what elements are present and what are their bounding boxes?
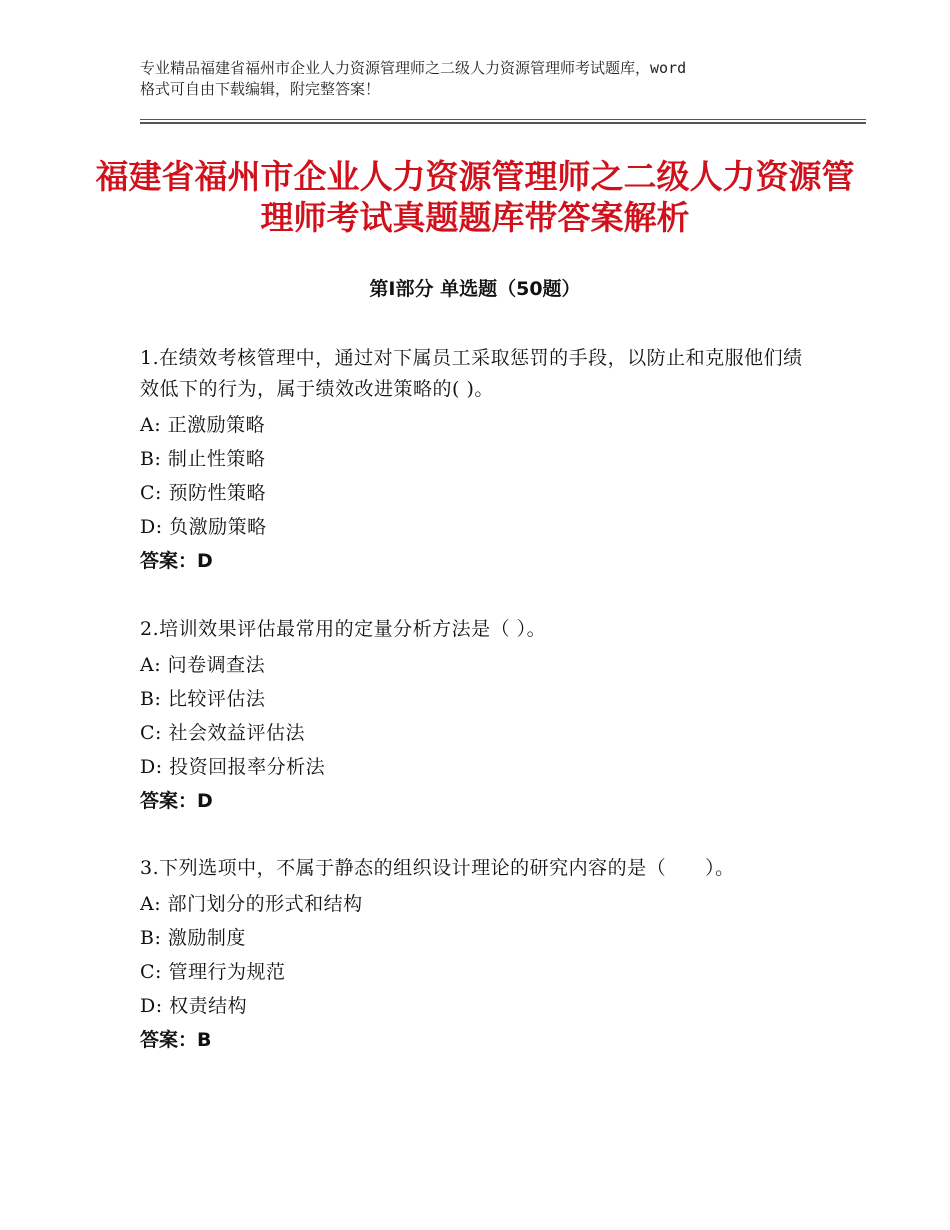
question-1 [140,343,810,578]
option-a: A: 部门划分的形式和结构 [140,893,363,915]
option-a: A: 问卷调查法 [140,654,266,676]
section-title: 第Ⅰ部分 单选题（50题） [369,278,581,300]
answer: 答案：D [140,790,213,812]
option-d: D: 权责结构 [140,995,248,1017]
question-3 [140,853,810,1057]
question-stem: 3.下列选项中，不属于静态的组织设计理论的研究内容的是（ ）。 [140,857,735,879]
question-stem: 1.在绩效考核管理中，通过对下属员工采取惩罚的手段，以防止和克服他们绩效低下的行为，属于绩效改进策略的( )。 [140,347,803,400]
answer: 答案：B [140,1029,212,1051]
option-b: B: 激励制度 [140,927,246,949]
option-b: B: 比较评估法 [140,688,266,710]
header-note [140,58,830,100]
question-2 [140,614,810,818]
question-stem: 2.培训效果评估最常用的定量分析方法是（ ）。 [140,618,547,640]
header-note-line-1: 专业精品福建省福州市企业人力资源管理师之二级人力资源管理师考试题库，word [140,59,687,77]
header-note-line-2: 格式可自由下载编辑，附完整答案！ [140,80,381,98]
option-c: C: 社会效益评估法 [140,722,305,744]
option-b: B: 制止性策略 [140,448,266,470]
option-c: C: 预防性策略 [140,482,266,504]
header-divider-thin [140,119,866,120]
option-d: D: 负激励策略 [140,516,267,538]
option-d: D: 投资回报率分析法 [140,756,326,778]
header-divider-thick [140,122,866,124]
document-title: 福建省福州市企业人力资源管理师之二级人力资源管理师考试真题题库带答案解析 [95,157,855,237]
answer: 答案：D [140,550,213,572]
option-c: C: 管理行为规范 [140,961,286,983]
option-a: A: 正激励策略 [140,414,266,436]
